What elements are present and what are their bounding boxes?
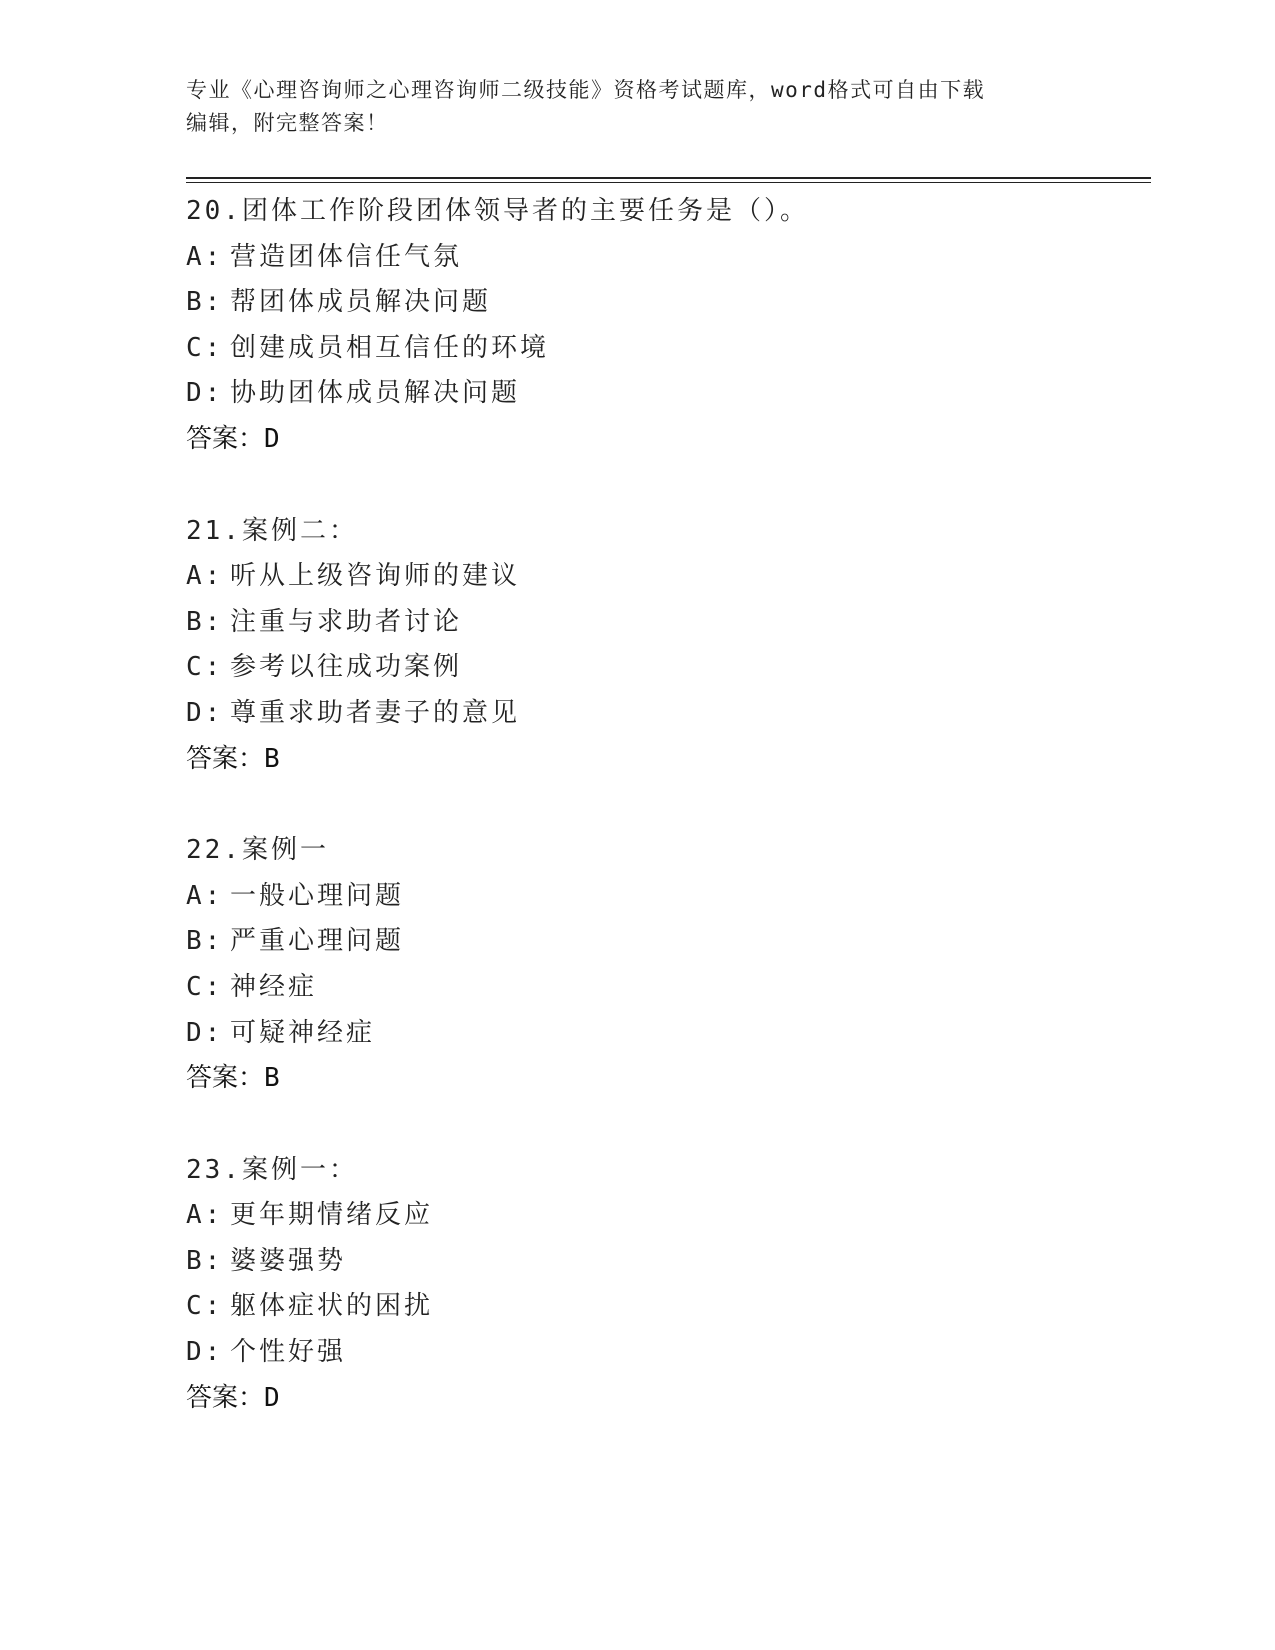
header-divider-thin bbox=[186, 182, 1151, 183]
answer-line bbox=[186, 1376, 1151, 1422]
option-letter: D: bbox=[186, 378, 224, 409]
question-stem: 21.案例二： bbox=[186, 515, 358, 546]
option-c bbox=[186, 645, 1151, 691]
option-d bbox=[186, 1330, 1151, 1376]
option-c bbox=[186, 965, 1151, 1011]
option-a bbox=[186, 1193, 1151, 1239]
header-divider-thick bbox=[186, 177, 1151, 179]
question-22 bbox=[186, 828, 1151, 1102]
question-stem: 22.案例一 bbox=[186, 835, 329, 866]
option-text: 严重心理问题 bbox=[230, 926, 405, 957]
question-list bbox=[186, 189, 1151, 1467]
option-letter: B: bbox=[186, 1245, 224, 1276]
option-letter: C: bbox=[186, 332, 224, 363]
answer-label: 答案： bbox=[186, 1382, 265, 1413]
option-letter: C: bbox=[186, 971, 224, 1002]
answer-label: 答案： bbox=[186, 743, 265, 774]
answer-value: B bbox=[264, 1063, 280, 1094]
option-text: 个性好强 bbox=[230, 1337, 347, 1368]
option-letter: B: bbox=[186, 926, 224, 957]
option-text: 可疑神经症 bbox=[230, 1017, 376, 1048]
option-b bbox=[186, 600, 1151, 646]
option-c bbox=[186, 1284, 1151, 1330]
question-20 bbox=[186, 189, 1151, 463]
option-text: 婆婆强势 bbox=[230, 1245, 347, 1276]
header-line-2: 编辑，附完整答案！ bbox=[186, 111, 389, 135]
option-text: 听从上级咨询师的建议 bbox=[230, 561, 521, 592]
option-text: 神经症 bbox=[230, 971, 318, 1002]
option-letter: A: bbox=[186, 241, 224, 272]
answer-line bbox=[186, 1056, 1151, 1102]
answer-value: B bbox=[264, 743, 280, 774]
question-23 bbox=[186, 1148, 1151, 1422]
option-d bbox=[186, 691, 1151, 737]
option-letter: A: bbox=[186, 1200, 224, 1231]
option-letter: C: bbox=[186, 1291, 224, 1322]
option-letter: A: bbox=[186, 880, 224, 911]
answer-label: 答案： bbox=[186, 1063, 265, 1094]
document-header bbox=[186, 74, 1086, 140]
option-d bbox=[186, 1011, 1151, 1057]
option-b bbox=[186, 1239, 1151, 1285]
option-letter: B: bbox=[186, 287, 224, 318]
answer-line bbox=[186, 737, 1151, 783]
answer-value: D bbox=[264, 1382, 280, 1413]
answer-line bbox=[186, 417, 1151, 463]
option-text: 尊重求助者妻子的意见 bbox=[230, 697, 521, 728]
option-letter: D: bbox=[186, 1017, 224, 1048]
option-text: 注重与求助者讨论 bbox=[230, 606, 463, 637]
option-a bbox=[186, 554, 1151, 600]
answer-value: D bbox=[264, 423, 280, 454]
option-text: 更年期情绪反应 bbox=[230, 1200, 434, 1231]
question-stem: 20.团体工作阶段团体领导者的主要任务是（）。 bbox=[186, 196, 809, 226]
option-c bbox=[186, 326, 1151, 372]
option-d bbox=[186, 371, 1151, 417]
option-letter: D: bbox=[186, 697, 224, 728]
option-letter: D: bbox=[186, 1337, 224, 1368]
option-a bbox=[186, 235, 1151, 281]
option-letter: B: bbox=[186, 606, 224, 637]
question-stem: 23.案例一： bbox=[186, 1154, 358, 1185]
option-text: 躯体症状的困扰 bbox=[230, 1291, 434, 1322]
option-text: 协助团体成员解决问题 bbox=[230, 378, 521, 409]
option-text: 帮团体成员解决问题 bbox=[230, 287, 492, 318]
option-text: 参考以往成功案例 bbox=[230, 652, 463, 683]
answer-label: 答案： bbox=[186, 423, 265, 454]
option-b bbox=[186, 919, 1151, 965]
option-letter: C: bbox=[186, 652, 224, 683]
option-a bbox=[186, 874, 1151, 920]
option-text: 一般心理问题 bbox=[230, 880, 405, 911]
option-letter: A: bbox=[186, 561, 224, 592]
header-line-1: 专业《心理咨询师之心理咨询师二级技能》资格考试题库，word格式可自由下载 bbox=[186, 78, 986, 102]
question-21 bbox=[186, 509, 1151, 783]
option-b bbox=[186, 280, 1151, 326]
option-text: 创建成员相互信任的环境 bbox=[230, 332, 550, 363]
option-text: 营造团体信任气氛 bbox=[230, 241, 463, 272]
